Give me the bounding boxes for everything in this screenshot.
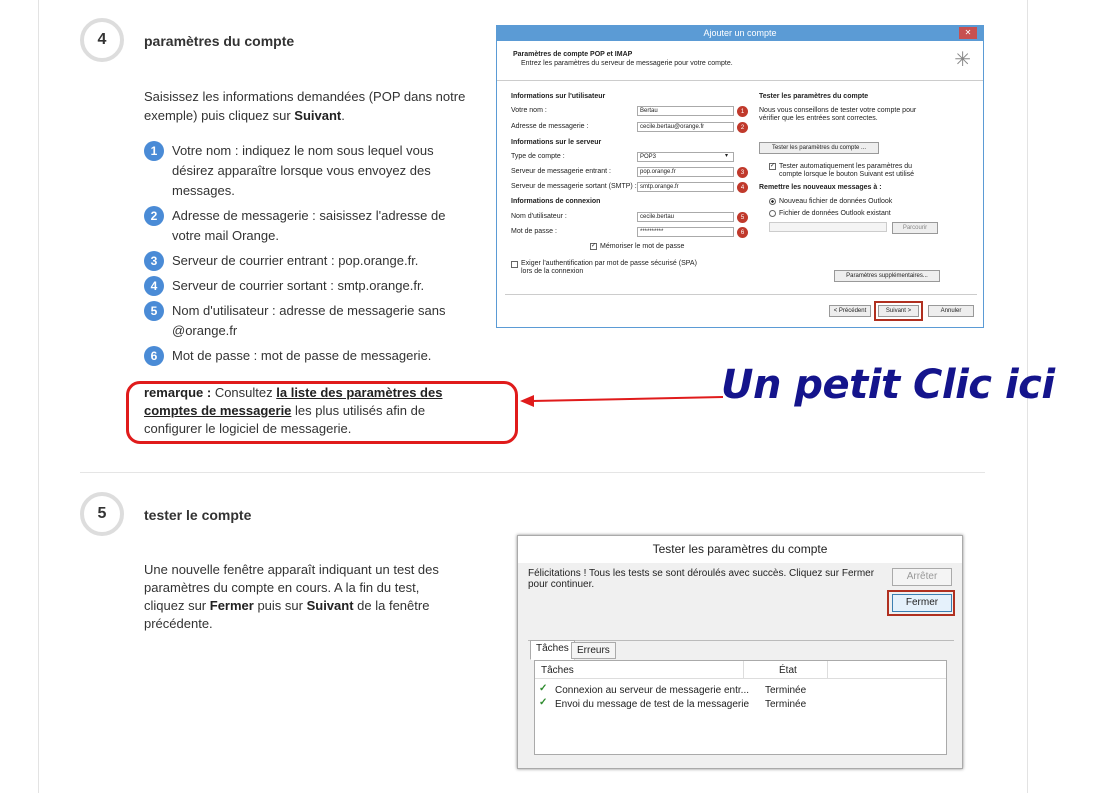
table-row — [539, 697, 939, 711]
list-item: Adresse de messagerie : saisissez l'adresse de votre mail Orange. — [172, 208, 446, 243]
step-description — [144, 561, 454, 633]
new-file-label: Nouveau fichier de données Outlook — [779, 198, 893, 205]
step-title: tester le compte — [144, 507, 252, 523]
close-icon[interactable]: ✕ — [959, 27, 977, 39]
marker: 1 — [737, 106, 748, 117]
col-task: Tâches — [541, 665, 574, 676]
desc-text-2: puis sur — [253, 598, 307, 613]
account-type-select[interactable]: POP3 — [637, 152, 734, 162]
deliver-label: Remettre les nouveaux messages à : — [759, 184, 882, 191]
annotation-text: Un petit Clic ici — [721, 362, 1055, 408]
new-file-radio[interactable] — [769, 198, 776, 205]
remember-label: Mémoriser le mot de passe — [600, 243, 685, 250]
dialog-title: Ajouter un compte — [703, 28, 777, 38]
marker: 5 — [737, 212, 748, 223]
incoming-server-field[interactable]: pop.orange.fr — [637, 167, 734, 177]
close-button[interactable]: Fermer — [892, 594, 952, 612]
list-item: Nom d'utilisateur : adresse de messagerie sans @orange.fr — [172, 303, 446, 338]
col-state: État — [779, 665, 797, 676]
username-label: Nom d'utilisateur : — [511, 213, 567, 220]
list-number: 1 — [144, 141, 164, 161]
check-icon: ✓ — [539, 697, 548, 708]
tasks-panel — [534, 660, 947, 755]
outgoing-label: Serveur de messagerie sortant (SMTP) : — [511, 183, 637, 190]
tab-tasks[interactable]: Tâches — [530, 640, 575, 660]
check-icon: ✓ — [539, 683, 548, 694]
dialog-separator — [505, 294, 977, 295]
remember-checkbox[interactable]: ✓ — [591, 243, 597, 249]
desc-text-3: de la fenêtre précédente. — [144, 598, 430, 631]
auto-test-checkbox[interactable]: ✓ — [770, 163, 776, 169]
intro-text: Saisissez les informations demandées (POP dans notre exemple) puis cliquez sur — [144, 89, 466, 123]
arrow-icon — [518, 392, 724, 408]
incoming-label: Serveur de messagerie entrant : — [511, 168, 611, 175]
username-field[interactable]: cecile.bertau — [637, 212, 734, 222]
step-number: 4 — [80, 18, 124, 62]
list-number: 2 — [144, 206, 164, 226]
list-number: 6 — [144, 346, 164, 366]
section-user: Informations sur l'utilisateur — [511, 93, 606, 100]
list-item: Serveur de courrier sortant : smtp.orange.fr. — [172, 278, 425, 293]
spa-label: Exiger l'authentification par mot de passe sécurisé (SPA) — [521, 260, 697, 267]
browse-button[interactable]: Parcourir — [892, 222, 938, 234]
dialog-titlebar — [497, 26, 983, 41]
dialog-header — [497, 41, 983, 81]
stop-button[interactable]: Arrêter — [892, 568, 952, 586]
password-label: Mot de passe : — [511, 228, 557, 235]
name-label: Votre nom : — [511, 107, 547, 114]
remark-text: Consultez — [211, 385, 277, 400]
spa-checkbox[interactable] — [511, 261, 518, 268]
dialog-separator — [528, 640, 954, 641]
desc-bold-2: Suivant — [306, 598, 354, 613]
list-number: 4 — [144, 276, 164, 296]
previous-button[interactable]: < Précédent — [829, 305, 871, 317]
step-number: 5 — [80, 492, 124, 536]
chevron-down-icon: ▾ — [725, 153, 729, 159]
tab-errors[interactable]: Erreurs — [571, 642, 616, 659]
task-state: Terminée — [765, 685, 807, 696]
data-file-field[interactable] — [769, 222, 887, 232]
desc-text: Une nouvelle fenêtre apparaît indiquant un test des paramètres du compte en cours. A la fin du test, cliquez sur — [144, 562, 439, 613]
remark-label: remarque : — [144, 385, 212, 400]
auto-test-label-2: compte lorsque le bouton Suivant est utilisé — [779, 171, 915, 178]
col-divider — [743, 661, 744, 679]
name-field[interactable]: Bertau — [637, 106, 734, 116]
email-label: Adresse de messagerie : — [511, 123, 589, 130]
outgoing-server-field[interactable]: smtp.orange.fr — [637, 182, 734, 192]
success-message: Félicitations ! Tous les tests se sont déroulés avec succès. Cliquez sur Fermer pour continuer. — [528, 568, 875, 590]
existing-file-radio[interactable] — [769, 210, 776, 217]
password-field[interactable]: ********** — [637, 227, 734, 237]
test-title: Tester les paramètres du compte — [759, 93, 869, 100]
marker: 3 — [737, 167, 748, 178]
header-subtitle: Entrez les paramètres du serveur de messagerie pour votre compte. — [521, 60, 733, 67]
next-button[interactable]: Suivant > — [878, 305, 919, 317]
more-settings-button[interactable]: Paramètres supplémentaires... — [834, 270, 940, 282]
list-item: Serveur de courrier entrant : pop.orange.fr. — [172, 253, 419, 268]
list-number: 5 — [144, 301, 164, 321]
spa-label-2: lors de la connexion — [521, 268, 584, 275]
remark — [144, 384, 464, 438]
table-row — [539, 683, 939, 697]
task-name: Connexion au serveur de messagerie entr... — [555, 685, 749, 696]
test-settings-button[interactable]: Tester les paramètres du compte ... — [759, 142, 879, 154]
section-server: Informations sur le serveur — [511, 139, 602, 146]
desc-bold: Fermer — [209, 598, 254, 613]
tasks-header — [535, 661, 946, 679]
cancel-button[interactable]: Annuler — [928, 305, 974, 317]
intro-end: . — [341, 108, 345, 123]
marker: 4 — [737, 182, 748, 193]
add-account-dialog — [496, 25, 984, 328]
existing-file-label: Fichier de données Outlook existant — [779, 210, 891, 217]
left-border — [38, 0, 39, 793]
task-name: Envoi du message de test de la messagerie — [555, 699, 749, 710]
header-title: Paramètres de compte POP et IMAP — [513, 51, 633, 58]
accounts-settings-link[interactable]: la liste des paramètres des comptes de messagerie — [144, 385, 443, 418]
step-title: paramètres du compte — [144, 33, 295, 49]
test-desc-2: vérifier que les entrées sont correctes. — [759, 115, 878, 122]
cursor-icon: ✳ — [954, 49, 971, 71]
marker: 6 — [737, 227, 748, 238]
list-item: Votre nom : indiquez le nom sous lequel vous désirez apparaître lorsque vous envoyez des messages. — [172, 143, 434, 198]
dialog-title: Tester les paramètres du compte — [518, 536, 962, 563]
remark-text-end: les plus utilisés afin de configurer le logiciel de messagerie. — [144, 403, 426, 436]
auto-test-label: Tester automatiquement les paramètres du — [779, 163, 913, 170]
section-divider — [80, 472, 985, 473]
marker: 2 — [737, 122, 748, 133]
type-label: Type de compte : — [511, 153, 565, 160]
section-login: Informations de connexion — [511, 198, 601, 205]
step-intro — [144, 87, 484, 125]
email-field[interactable]: cecile.bertau@orange.fr — [637, 122, 734, 132]
list-item: Mot de passe : mot de passe de messagerie. — [172, 348, 432, 363]
intro-bold: Suivant — [294, 108, 342, 123]
test-desc: Nous vous conseillons de tester votre compte pour — [759, 107, 917, 114]
task-state: Terminée — [765, 699, 807, 710]
list-number: 3 — [144, 251, 164, 271]
test-account-dialog — [517, 535, 963, 769]
col-divider — [827, 661, 828, 679]
